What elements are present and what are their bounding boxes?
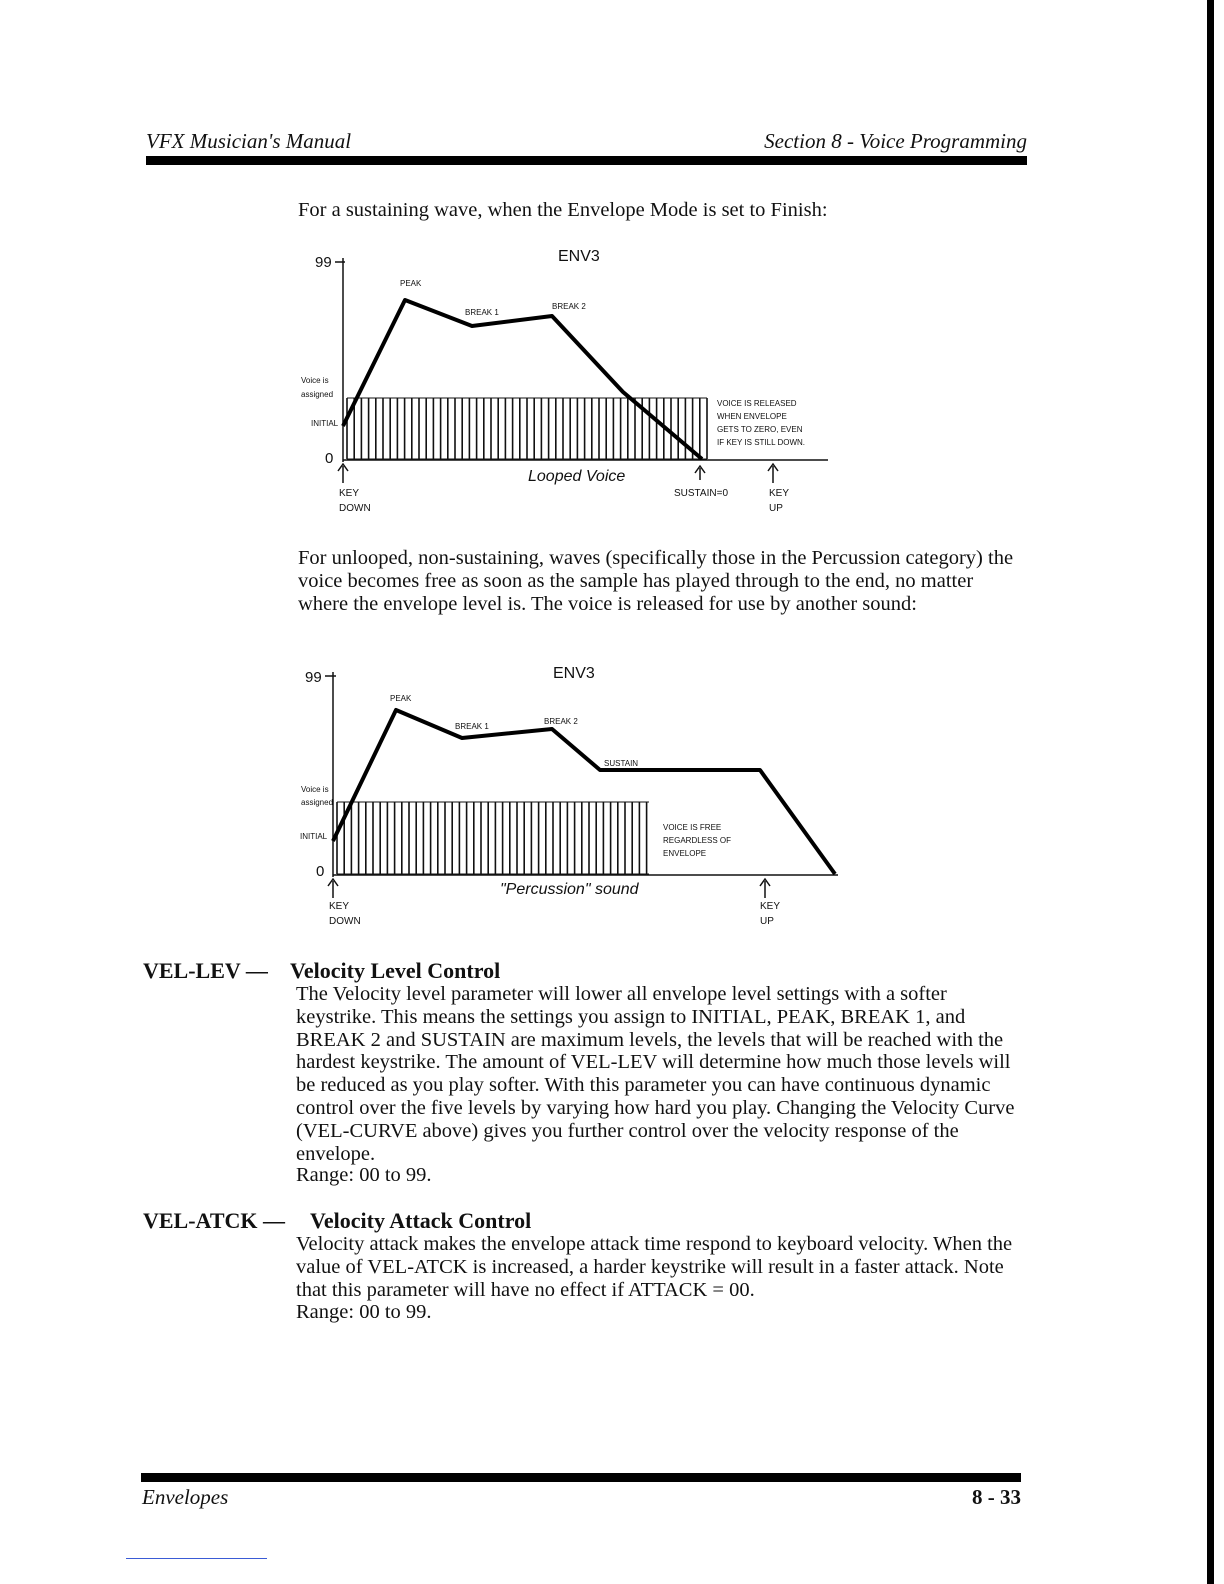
diagram1-break2: BREAK 2 [552, 302, 586, 311]
diagram2-note-line-3: ENVELOPE [663, 849, 707, 858]
envelope-diagram-percussion [290, 655, 850, 935]
diagram2-center-label: "Percussion" sound [500, 881, 639, 898]
diagram2-key-up-arrow [760, 879, 770, 898]
vel-atck-title: Velocity Attack Control [310, 1208, 532, 1233]
diagram2-break1: BREAK 1 [455, 722, 489, 731]
header-rule [146, 156, 1027, 165]
diagram1-y-min: 0 [325, 450, 334, 467]
diagram1-sustain0: SUSTAIN=0 [674, 488, 728, 499]
footer-page-number: 8 - 33 [972, 1485, 1021, 1509]
diagram1-note-line-3: GETS TO ZERO, EVEN [717, 425, 803, 434]
diagram1-looped-hatching [347, 398, 707, 459]
diagram1-voice-is: Voice is [301, 376, 329, 385]
diagram1-center-label: Looped Voice [528, 468, 626, 485]
diagram1-key-down-arrow [338, 464, 348, 483]
header-section-title: Section 8 - Voice Programming [764, 129, 1027, 153]
diagram2-sustain: SUSTAIN [604, 759, 639, 768]
vel-lev-term: VEL-LEV — [143, 958, 268, 983]
vel-atck-term: VEL-ATCK — [143, 1208, 285, 1233]
intro-paragraph-2: For unlooped, non-sustaining, waves (specifically those in the Percussion category) the voice becomes free as soon as the sample has played through to the end, no matter where the envelope level is. The voice is released for use by another sound: [298, 547, 1014, 615]
diagram2-y-min: 0 [316, 863, 325, 880]
diagram2-key-down-1: KEY [329, 901, 350, 912]
diagram2-assigned: assigned [301, 798, 334, 807]
diagram1-y-max: 99 [315, 254, 332, 271]
diagram1-note-line-4: IF KEY IS STILL DOWN. [717, 438, 806, 447]
diagram1-initial: INITIAL [311, 419, 339, 428]
diagram1-note-line-1: VOICE IS RELEASED [717, 399, 797, 408]
vel-lev-range: Range: 00 to 99. [296, 1164, 432, 1186]
diagram2-key-up-2: UP [760, 916, 774, 927]
diagram1-key-up-2: UP [769, 503, 783, 514]
diagram2-break2: BREAK 2 [544, 717, 578, 726]
diagram1-peak: PEAK [400, 279, 422, 288]
footer-link-line [126, 1558, 267, 1559]
diagram2-key-down-arrow [328, 879, 338, 898]
diagram2-key-up-1: KEY [760, 901, 781, 912]
diagram1-key-up-1: KEY [769, 488, 790, 499]
diagram1-note-line-2: WHEN ENVELOPE [717, 412, 787, 421]
diagram2-y-max: 99 [305, 669, 322, 686]
vel-lev-body: The Velocity level parameter will lower all envelope level settings with a softer keystrike. This means the settings you assign to INITIAL, PEAK, BREAK 1, and BREAK 2 and SUSTAIN are maximum levels, the levels that will be reached with the hardest keystrike. The amount of VEL-LEV will determine how much those levels will be reduced as you play softer. With this parameter you can have continuous dynamic control over the five levels by varying how hard you play. Changing the Velocity Curve (VEL-CURVE above) gives you further control over the velocity response of the envelope. [296, 983, 1015, 1165]
envelope-diagram-looped [290, 240, 850, 520]
diagram2-percussion-hatching [337, 802, 649, 874]
diagram2-peak: PEAK [390, 694, 412, 703]
diagram1-sustain0-arrow [695, 466, 705, 480]
diagram1-key-up-arrow [768, 464, 778, 483]
footer-rule [141, 1473, 1021, 1482]
header-manual-title: VFX Musician's Manual [146, 129, 352, 153]
intro-paragraph-1: For a sustaining wave, when the Envelope Mode is set to Finish: [298, 199, 828, 221]
footer-chapter: Envelopes [142, 1485, 229, 1509]
diagram2-note-line-2: REGARDLESS OF [663, 836, 732, 845]
vel-atck-body: Velocity attack makes the envelope attack time respond to keyboard velocity. When the value of VEL-ATCK is increased, a harder keystrike will result in a faster attack. Note that this parameter will have no effect if ATTACK = 00. [296, 1233, 1013, 1301]
diagram2-voice-is: Voice is [301, 785, 329, 794]
diagram2-note-line-1: VOICE IS FREE [663, 823, 722, 832]
diagram1-title: ENV3 [558, 248, 600, 265]
vel-atck-range: Range: 00 to 99. [296, 1301, 432, 1323]
diagram1-break1: BREAK 1 [465, 308, 499, 317]
diagram1-key-down-2: DOWN [339, 503, 371, 514]
diagram2-key-down-2: DOWN [329, 916, 361, 927]
diagram1-assigned: assigned [301, 390, 334, 399]
diagram2-initial: INITIAL [300, 832, 328, 841]
diagram1-key-down-1: KEY [339, 488, 360, 499]
page-edge-bar [1207, 0, 1214, 1584]
diagram2-title: ENV3 [553, 665, 595, 682]
vel-lev-title: Velocity Level Control [290, 958, 501, 983]
